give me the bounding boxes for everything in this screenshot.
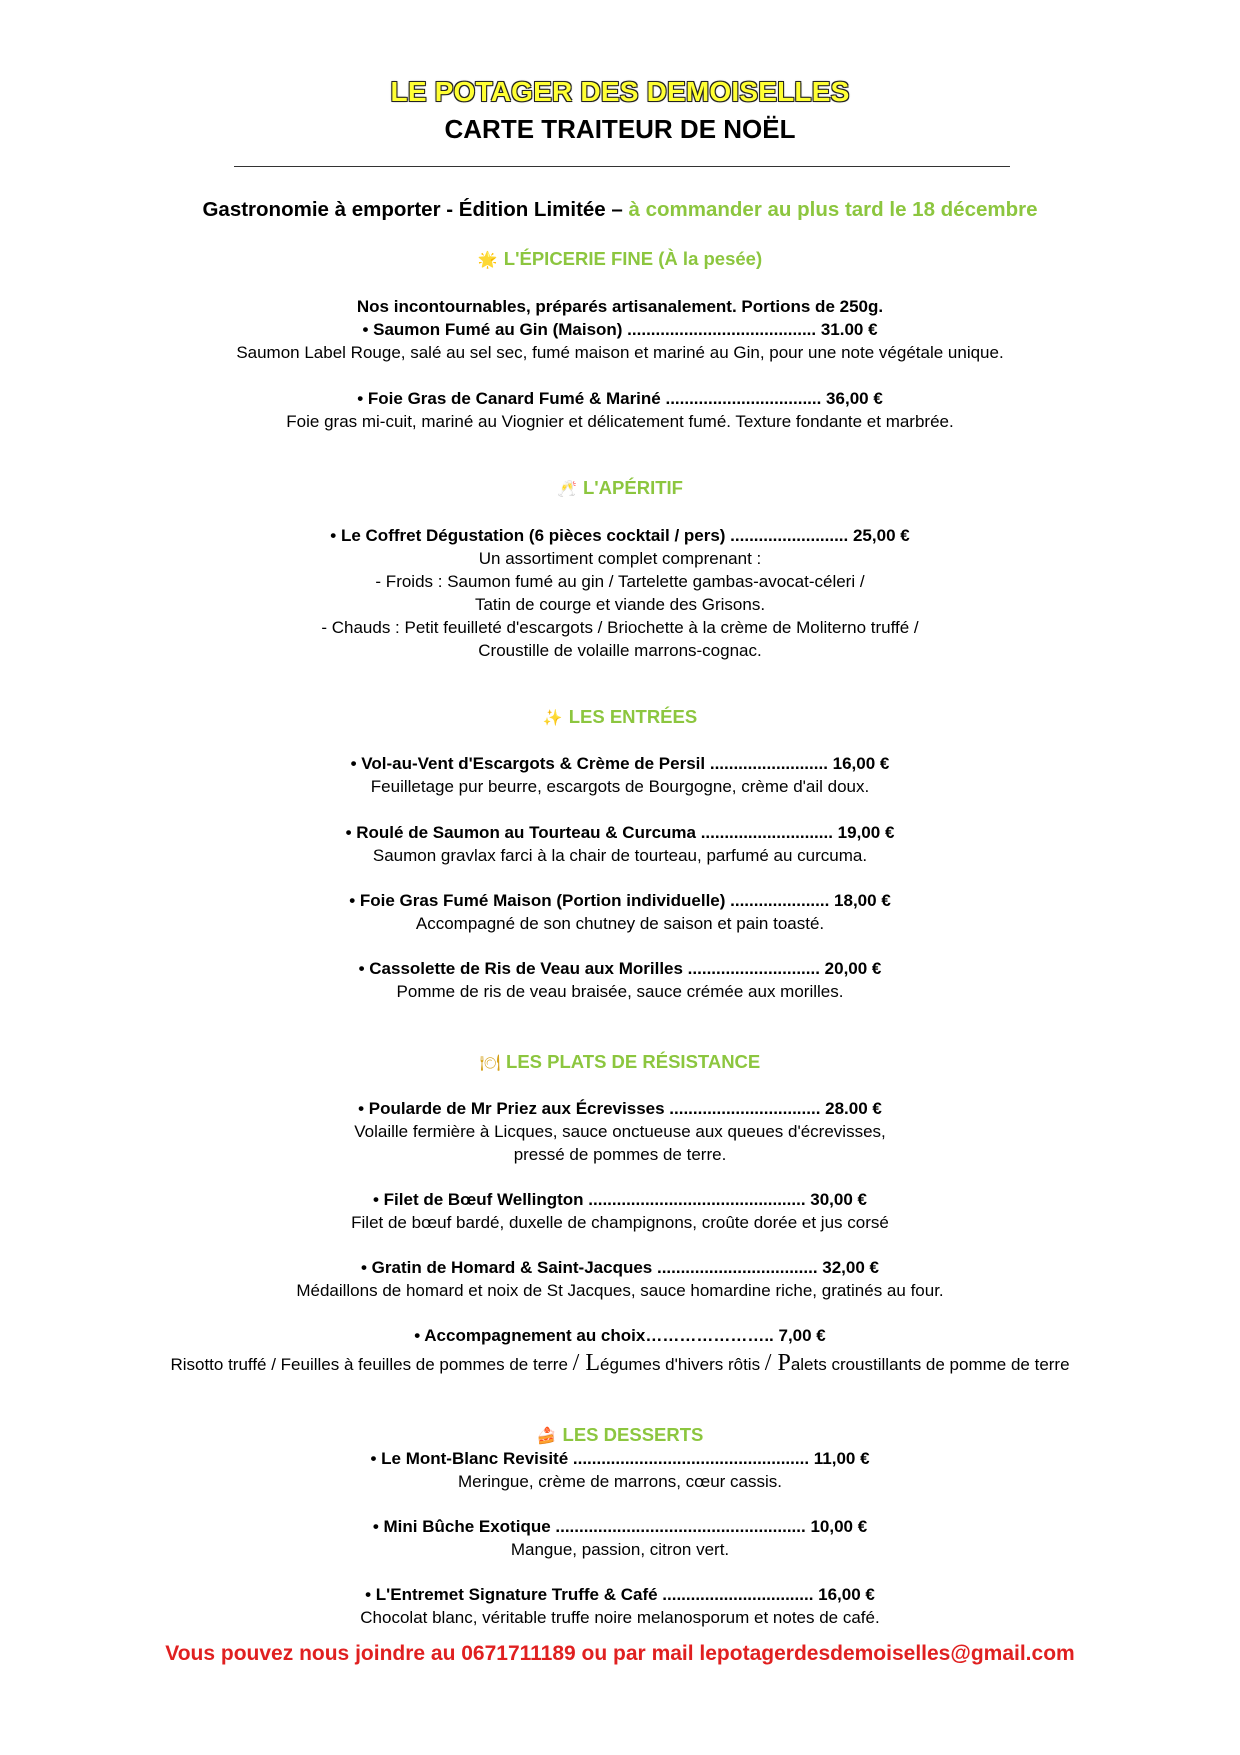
- brand-title: LE POTAGER DES DEMOISELLES: [390, 76, 850, 107]
- menu-item-desc-line: Tatin de courge et viande des Grisons.: [474, 595, 766, 614]
- menu-item-title: • Saumon Fumé au Gin (Maison) ........................................ 31.00 €: [362, 320, 878, 339]
- menu-item-desc-line: - Chauds : Petit feuilleté d'escargots / Briochette à la crème de Moliterno truffé /: [321, 618, 919, 637]
- section-label: LES DESSERTS: [562, 1424, 704, 1445]
- menu-item-desc-line: Un assortiment complet comprenant :: [478, 549, 762, 568]
- menu-item-desc: Pomme de ris de veau braisée, sauce crémée aux morilles.: [396, 982, 844, 1001]
- tagline: [0, 198, 1240, 222]
- menu-item-title: • Accompagnement au choix………………….. 7,00 €: [414, 1326, 826, 1345]
- section-label: L'ÉPICERIE FINE (À la pesée): [503, 248, 763, 269]
- title-divider: [234, 166, 1010, 167]
- menu-item-title: • Gratin de Homard & Saint-Jacques .................................. 32,00 €: [361, 1258, 879, 1277]
- contact-line: Vous pouvez nous joindre au 0671711189 ou par mail lepotagerdesdemoiselles@gmail.com: [165, 1642, 1075, 1665]
- champagne-glasses-icon: 🥂: [557, 481, 577, 498]
- menu-item-desc-line: Volaille fermière à Licques, sauce onctueuse aux queues d'écrevisses,: [354, 1122, 886, 1141]
- page-title: CARTE TRAITEUR DE NOËL: [444, 114, 796, 144]
- menu-item-desc: Saumon gravlax farci à la chair de tourteau, parfumé au curcuma.: [372, 846, 868, 865]
- cake-slice-icon: 🍰: [536, 1428, 557, 1445]
- menu-item-desc: Accompagné de son chutney de saison et pain toasté.: [415, 914, 825, 933]
- tagline-main: Gastronomie à emporter - Édition Limitée –: [202, 198, 629, 221]
- tagline-deadline: à commander au plus tard le 18 décembre: [628, 198, 1038, 221]
- section-title-desserts: [0, 1424, 1240, 1446]
- desc-part: / P: [764, 1350, 791, 1376]
- section-title-entrees: [0, 706, 1240, 728]
- sparkle-star-icon: 🌟: [477, 252, 498, 269]
- menu-item-title: • Vol-au-Vent d'Escargots & Crème de Persil ......................... 16,00 €: [350, 754, 890, 773]
- section-title-aperitif: [0, 477, 1240, 499]
- menu-item-desc: Feuilletage pur beurre, escargots de Bourgogne, crème d'ail doux.: [370, 777, 870, 796]
- desc-part: alets croustillants de pomme de terre: [790, 1355, 1070, 1374]
- menu-item-desc: Filet de bœuf bardé, duxelle de champignons, croûte dorée et jus corsé: [351, 1213, 889, 1232]
- menu-item-title: • Foie Gras Fumé Maison (Portion individuelle) ..................... 18,00 €: [349, 891, 891, 910]
- section-label: LES ENTRÉES: [568, 706, 698, 727]
- plate-cutlery-icon: 🍽: [479, 1055, 501, 1072]
- menu-item-desc: Saumon Label Rouge, salé au sel sec, fumé maison et mariné au Gin, pour une note végétale unique.: [236, 343, 1004, 362]
- menu-item-title: • L'Entremet Signature Truffe & Café ................................ 16,00 €: [365, 1585, 875, 1604]
- menu-item-title: • Cassolette de Ris de Veau aux Morilles ............................ 20,00 €: [358, 959, 882, 978]
- menu-item-title: • Mini Bûche Exotique ..................................................... 10,00 €: [372, 1517, 868, 1536]
- menu-item-desc: [0, 1350, 1240, 1377]
- section-title-epicerie: [0, 248, 1240, 270]
- menu-item-desc: Chocolat blanc, véritable truffe noire melanosporum et notes de café.: [360, 1608, 880, 1627]
- menu-item-desc: Foie gras mi-cuit, mariné au Viognier et délicatement fumé. Texture fondante et marbrée.: [286, 412, 954, 431]
- desc-part: Risotto truffé / Feuilles à feuilles de pommes de terre: [170, 1355, 573, 1374]
- menu-item-title: • Roulé de Saumon au Tourteau & Curcuma ............................ 19,00 €: [345, 823, 895, 842]
- menu-item-desc-line: pressé de pommes de terre.: [513, 1145, 727, 1164]
- menu-item-desc-line: Croustille de volaille marrons-cognac.: [478, 641, 762, 660]
- menu-item-desc: Mangue, passion, citron vert.: [510, 1540, 730, 1559]
- menu-item-title: • Filet de Bœuf Wellington .............................................. 30,00 €: [373, 1190, 867, 1209]
- section-title-plats: [0, 1051, 1240, 1073]
- sparkles-icon: ✨: [542, 710, 563, 727]
- desc-part: égumes d'hivers rôtis: [599, 1355, 765, 1374]
- desc-part: / L: [572, 1350, 600, 1376]
- section-label: LES PLATS DE RÉSISTANCE: [506, 1051, 761, 1072]
- menu-item-desc-line: - Froids : Saumon fumé au gin / Tartelette gambas-avocat-céleri /: [375, 572, 865, 591]
- menu-item-title: • Le Coffret Dégustation (6 pièces cocktail / pers) ......................... 25,00 €: [330, 526, 910, 545]
- menu-item-desc: Médaillons de homard et noix de St Jacques, sauce homardine riche, gratinés au four.: [296, 1281, 944, 1300]
- menu-item-title: • Foie Gras de Canard Fumé & Mariné ................................. 36,00 €: [357, 389, 883, 408]
- section-intro: Nos incontournables, préparés artisanalement. Portions de 250g.: [356, 297, 884, 316]
- menu-item-desc: Meringue, crème de marrons, cœur cassis.: [457, 1472, 783, 1491]
- section-label: L'APÉRITIF: [582, 477, 683, 498]
- menu-item-title: • Poularde de Mr Priez aux Écrevisses ................................ 28.00 €: [358, 1099, 882, 1118]
- menu-item-title: • Le Mont-Blanc Revisité .................................................. 11,00 €: [370, 1449, 870, 1468]
